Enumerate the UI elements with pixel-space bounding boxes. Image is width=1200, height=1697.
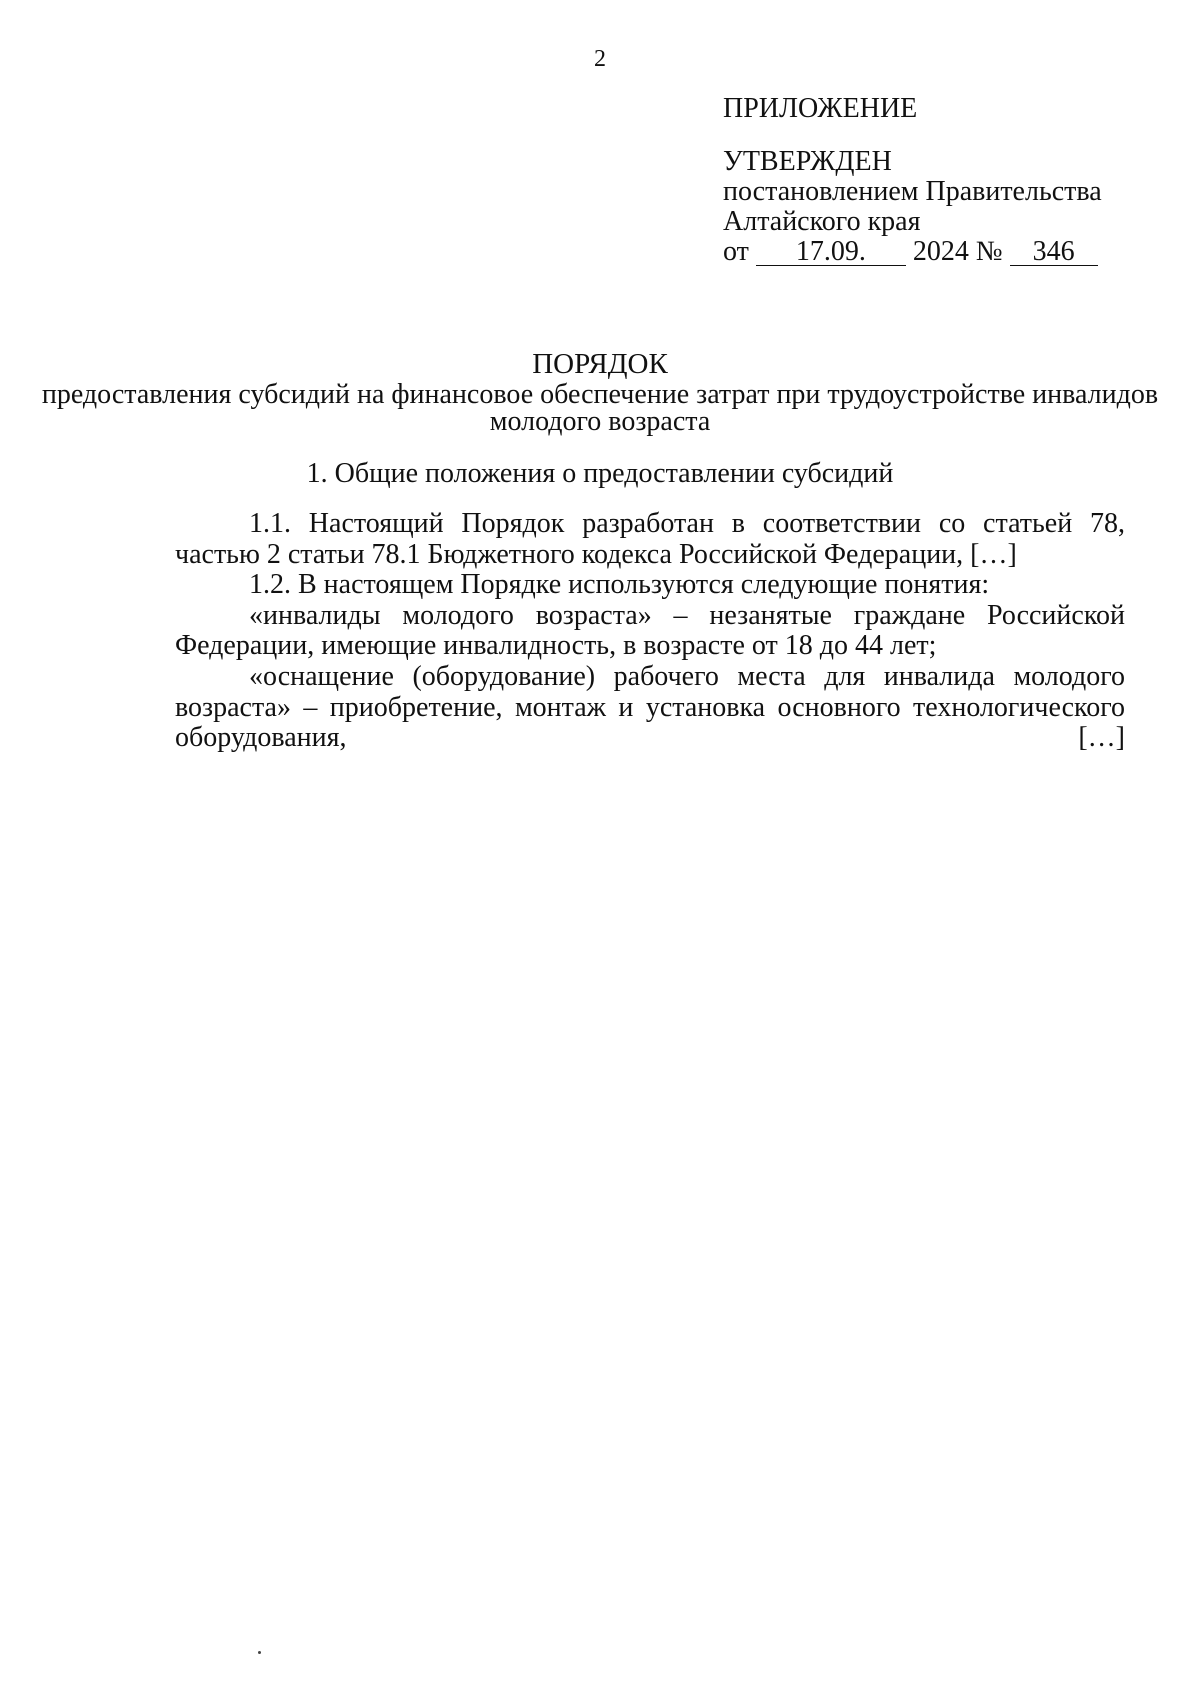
paragraph-1-2: 1.2. В настоящем Порядке используются следующие понятия: bbox=[249, 569, 990, 601]
approval-block bbox=[723, 94, 1163, 267]
approval-line-1: постановлением Правительства bbox=[723, 176, 1102, 207]
appendix-label: ПРИЛОЖЕНИЕ bbox=[723, 93, 918, 124]
document-title: ПОРЯДОК bbox=[532, 348, 668, 380]
scan-mark bbox=[258, 1651, 261, 1654]
date-value: 17.09. bbox=[756, 239, 906, 266]
section-heading: 1. Общие положения о предоставлении субсидий bbox=[306, 458, 894, 489]
page-number: 2 bbox=[594, 46, 606, 72]
document-body bbox=[175, 509, 1125, 754]
paragraph-1-1: 1.1. Настоящий Порядок разработан в соответствии со статьей 78, частью 2 статьи 78.1 Бюджетного кодекса Российской Федерации, […] bbox=[175, 508, 1125, 570]
definition-workplace-equipment: «оснащение (оборудование) рабочего места для инвалида молодого возраста» – приобретение, монтаж и установка основного технологического оборудования, […] bbox=[175, 660, 1125, 754]
document-title-block bbox=[0, 348, 1200, 437]
date-prefix: от bbox=[723, 236, 749, 267]
definition-young-disabled: «инвалиды молодого возраста» – незанятые граждане Российской Федерации, имеющие инвалидность, в возрасте от 18 до 44 лет; bbox=[175, 599, 1125, 662]
year-number-label: 2024 № bbox=[912, 236, 1003, 267]
approval-line-2: Алтайского края bbox=[723, 206, 921, 237]
document-subtitle: предоставления субсидий на финансовое обеспечение затрат при трудоустройстве инвалидов молодого возраста bbox=[41, 379, 1159, 437]
document-number: 346 bbox=[1010, 239, 1098, 266]
approved-label: УТВЕРЖДЕН bbox=[723, 146, 892, 177]
approval-date-line bbox=[723, 237, 1163, 267]
